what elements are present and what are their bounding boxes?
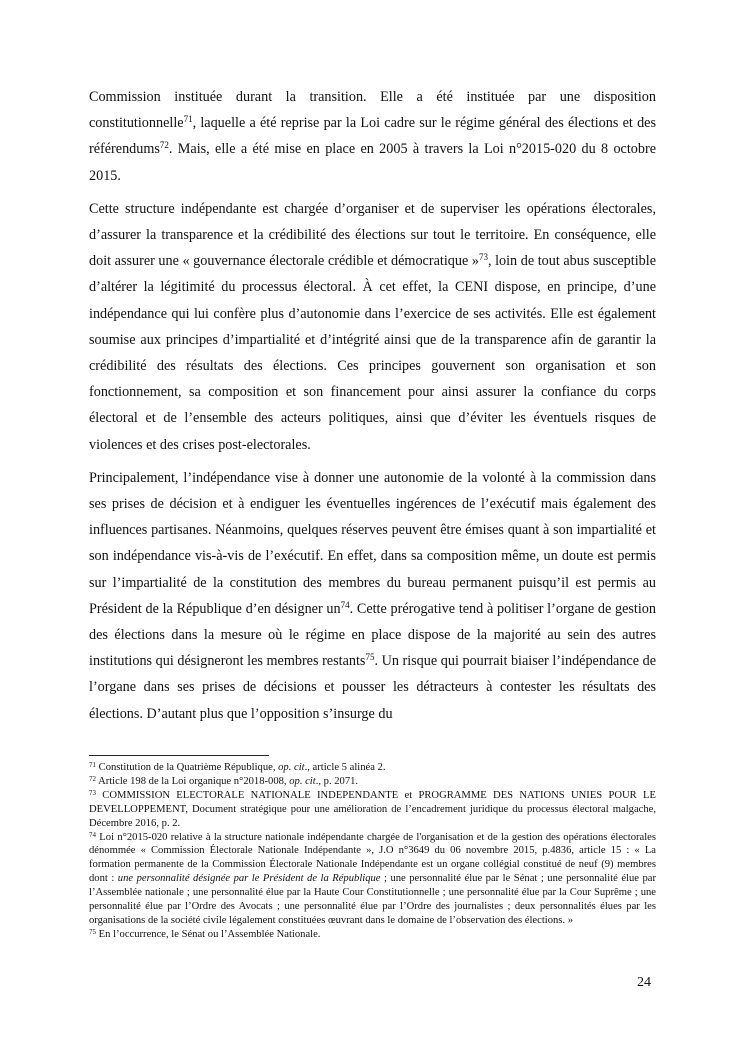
paragraph-3 (89, 465, 656, 727)
footnote-number: 75 (89, 927, 96, 936)
footnotes (89, 761, 656, 942)
page-number: 24 (637, 975, 651, 990)
paragraph-1 (89, 84, 656, 189)
paragraph-text: Principalement, l’indépendance vise à donner une autonomie de la volonté à la commission dans ses prises de décision et à endiguer les éventuelles ingérences de l’exécutif mais également des influences partisanes. Néanmoins, quelques réserves peuvent être émises quant à son impartialité et son indépendance vis-à-vis de l’exécutif. En effet, dans sa composition même, un doute est permis sur l’impartialité de la constitution des membres du bureau permanent puisqu’il est permis au Président de la République d’en désigner un (89, 469, 656, 617)
paragraph-2 (89, 196, 656, 458)
footnote-ref-75: 75 (365, 652, 375, 663)
footnote-text: Constitution de la Quatrième République, (96, 762, 279, 773)
footnote-italic: une personnalité désignée par le Président de la République (117, 873, 381, 885)
paragraph-text: . Mais, elle a été mise en place en 2005 à travers la Loi n°2015-020 du 8 octobre 2015. (89, 141, 656, 184)
footnote-74 (89, 831, 656, 928)
footnote-ref-73: 73 (478, 252, 488, 263)
footnote-number: 71 (89, 761, 96, 769)
footnote-ref-71: 71 (183, 114, 193, 125)
footnote-text: ., article 5 alinéa 2. (304, 762, 386, 773)
footnote-number: 73 (89, 788, 96, 797)
footnote-71 (89, 761, 656, 775)
footnote-italic: op. cit (278, 762, 305, 773)
paragraph-text: . Un risque qui pourrait biaiser l’indépendance de l’organe dans ses prises de décisions et pousser les détracteurs à contester les résultats des élections. D’autant plus que l’opposition s’insurge du (89, 653, 657, 722)
paragraph-text: Commission instituée durant la transition. Elle a été instituée par une disposition constitutionnelle (89, 89, 656, 132)
footnote-number: 72 (89, 774, 96, 783)
footnote-separator (89, 755, 269, 756)
footnote-text: Article 198 de la Loi organique n°2018-008, (96, 775, 290, 787)
footnote-text: COMMISSION ELECTORALE NATIONALE INDEPENDANTE et PROGRAMME DES NATIONS UNIES POUR LE DEVELLOPPEMENT, Document stratégique pour une amélioration de l’encadrement juridique du processus électoral malgache, Décembre 2016, p. 2. (89, 789, 656, 829)
footnote-75 (89, 928, 656, 942)
paragraph-text: , laquelle a été reprise par la Loi cadre sur le régime général des élections et des référendums (89, 115, 656, 158)
footnote-number: 74 (89, 830, 96, 839)
footnote-text: ., p. 2071. (315, 775, 359, 787)
footnote-ref-74: 74 (340, 599, 350, 610)
footnote-73 (89, 789, 656, 831)
footnote-72 (89, 775, 656, 789)
paragraph-text: Cette structure indépendante est chargée d’organiser et de superviser les opérations électorales, d’assurer la transparence et la crédibilité des élections sur tout le territoire. En conséquence, elle doit assurer une « gouvernance électorale crédible et démocratique » (89, 200, 656, 270)
footnote-italic: op. cit (289, 775, 316, 787)
footnote-text: ; une personnalité élue par le Sénat ; une personnalité élue par l’Assemblée nationale ; une personnalité élue par la Haute Cour Constitutionnelle ; une personnalité élue par la Cour Suprême ; une personnalité élue par l’Ordre des Avocats ; une personnalité élue par l’Ordre des journalistes ; deux personnalités élues par les organisations de la société civile légalement constituées œuvrant dans le domaine de l’observation des élections. » (89, 873, 656, 926)
paragraph-text: . Cette prérogative tend à politiser l’organe de gestion des élections dans la mesure où le régime en place dispose de la majorité au sein des autres institutions qui désigneront les membres restants (89, 600, 656, 670)
body-text (89, 84, 656, 734)
paragraph-text: , loin de tout abus susceptible d’altérer la légitimité du processus électoral. À cet effet, la CENI dispose, en principe, d’une indépendance qui lui confère plus d’autonomie dans l’exercice de ses activités. Elle est également soumise aux principes d’impartialité et d’intégrité ainsi que de la transparence afin de garantir la crédibilité des résultats des élections. Ces principes gouvernent son organisation et son fonctionnement, sa composition et son financement pour ainsi assurer la confiance du corps électoral et de l’ensemble des acteurs politiques, ainsi que d’éviter les éventuels risques de violences et des crises post-electorales. (89, 253, 656, 453)
footnote-ref-72: 72 (159, 140, 169, 151)
footnote-text: En l’occurrence, le Sénat ou l’Assemblée Nationale. (96, 928, 321, 940)
footnote-text: Loi n°2015-020 relative à la structure nationale indépendante chargée de l'organisation et de la gestion des opérations électorales dénommée « Commission Électorale Nationale Indépendante », J.O n°3649 du 06 novembre 2015, p.4836, article 15 : « La formation permanente de la Commission Électorale Nationale Indépendante est un organe collégial constitué de neuf (9) membres dont : (89, 831, 656, 885)
